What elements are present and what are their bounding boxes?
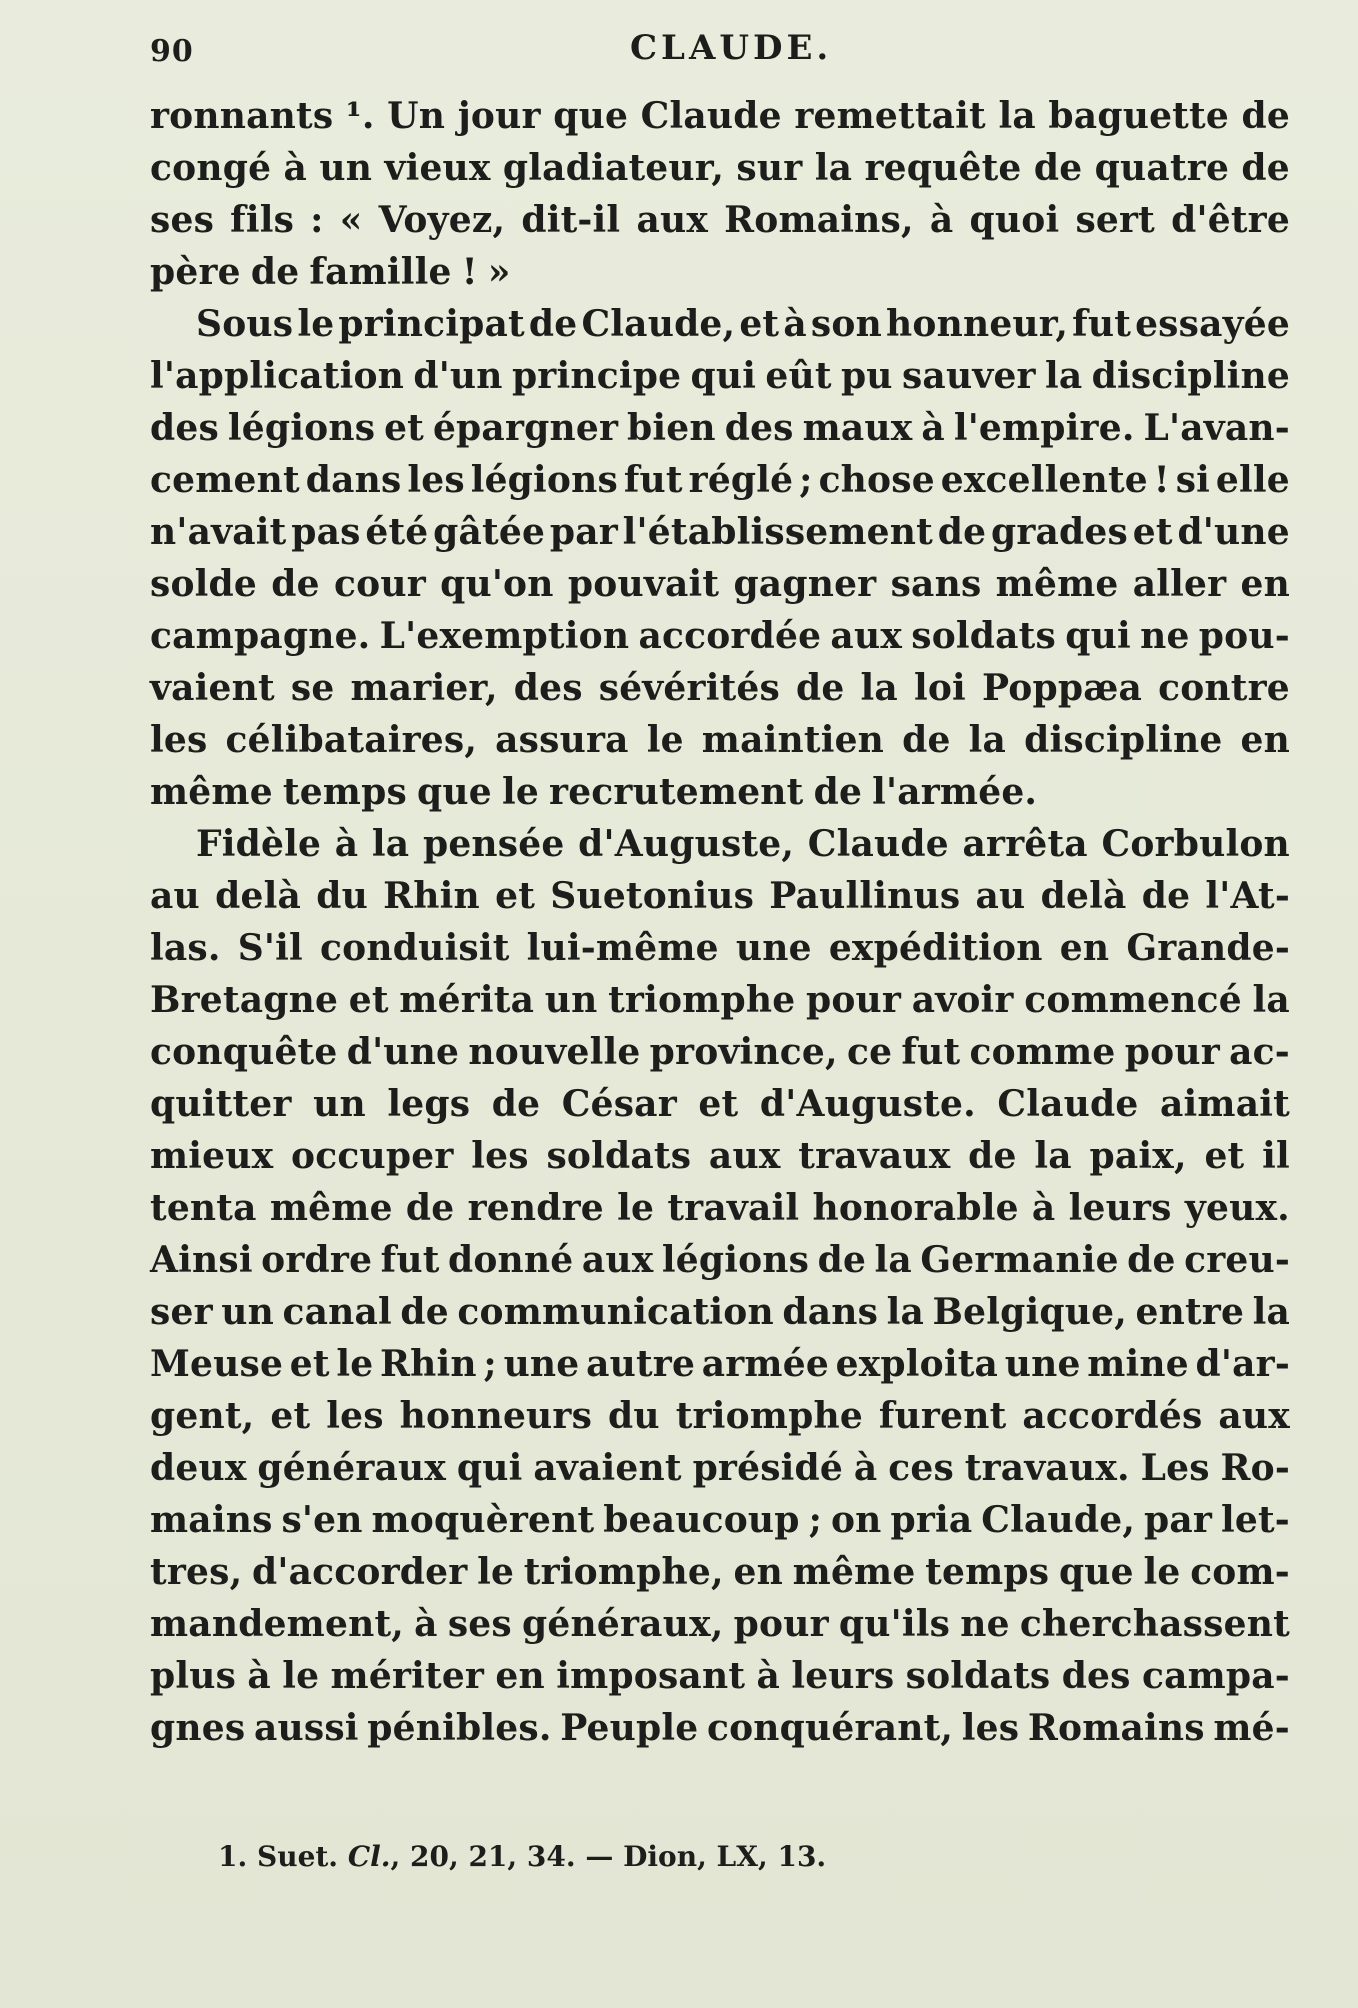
text-line: conquête d'une nouvelle province, ce fut comme pour ac-	[150, 1031, 1290, 1073]
text-line: tres, d'accorder le triomphe, en même temps que le com-	[150, 1551, 1290, 1593]
text-line: ser un canal de communication dans la Belgique, entre la	[150, 1291, 1290, 1333]
text-line: gent, et les honneurs du triomphe furent accordés aux	[150, 1395, 1290, 1437]
text-line: gnes aussi pénibles. Peuple conquérant, les Romains mé-	[150, 1707, 1290, 1749]
text-line: Sous le principat de Claude, et à son honneur, fut essayée	[196, 303, 1290, 345]
text-line: ses fils : « Voyez, dit-il aux Romains, à quoi sert d'être	[150, 199, 1290, 241]
page-header	[150, 28, 1290, 78]
text-line: deux généraux qui avaient présidé à ces travaux. Les Ro-	[150, 1447, 1290, 1489]
text-line: Ainsi ordre fut donné aux légions de la Germanie de creu-	[150, 1239, 1290, 1281]
footnote-refs: , 20, 21, 34. — Dion, LX, 13.	[390, 1840, 827, 1873]
text-line: vaient se marier, des sévérités de la loi Poppæa contre	[150, 667, 1290, 709]
text-line: ronnants ¹. Un jour que Claude remettait la baguette de	[150, 95, 1290, 137]
text-line: mains s'en moquèrent beaucoup ; on pria Claude, par let-	[150, 1499, 1290, 1541]
text-line: père de famille ! »	[150, 251, 511, 293]
text-line: des légions et épargner bien des maux à l'empire. L'avan-	[150, 407, 1290, 449]
text-line: au delà du Rhin et Suetonius Paullinus au delà de l'At-	[150, 875, 1290, 917]
text-line: mandement, à ses généraux, pour qu'ils ne cherchassent	[150, 1603, 1290, 1645]
text-line: congé à un vieux gladiateur, sur la requête de quatre de	[150, 147, 1290, 189]
footnote-number: 1.	[218, 1840, 248, 1873]
text-line: cement dans les légions fut réglé ; chose excellente ! si elle	[150, 459, 1290, 501]
text-line: les célibataires, assura le maintien de la discipline en	[150, 719, 1290, 761]
running-title: CLAUDE.	[630, 28, 833, 68]
text-line: campagne. L'exemption accordée aux soldats qui ne pou-	[150, 615, 1290, 657]
text-line: solde de cour qu'on pouvait gagner sans même aller en	[150, 563, 1290, 605]
text-line: Fidèle à la pensée d'Auguste, Claude arrêta Corbulon	[196, 823, 1290, 865]
footnote-work: Cl.	[347, 1840, 391, 1873]
text-line: Meuse et le Rhin ; une autre armée exploita une mine d'ar-	[150, 1343, 1290, 1385]
page-number: 90	[150, 34, 194, 69]
text-line: Bretagne et mérita un triomphe pour avoir commencé la	[150, 979, 1290, 1021]
footnote-author: Suet.	[256, 1840, 339, 1873]
text-line: quitter un legs de César et d'Auguste. Claude aimait	[150, 1083, 1290, 1125]
text-line: l'application d'un principe qui eût pu sauver la discipline	[150, 355, 1290, 397]
text-line: n'avait pas été gâtée par l'établissement de grades et d'une	[150, 511, 1290, 553]
text-line: mieux occuper les soldats aux travaux de la paix, et il	[150, 1135, 1290, 1177]
text-line: tenta même de rendre le travail honorable à leurs yeux.	[150, 1187, 1290, 1229]
footnote	[218, 1840, 826, 1873]
text-line: même temps que le recrutement de l'armée.	[150, 771, 1038, 813]
body-text	[150, 90, 1290, 1754]
text-line: las. S'il conduisit lui-même une expédition en Grande-	[150, 927, 1290, 969]
text-line: plus à le mériter en imposant à leurs soldats des campa-	[150, 1655, 1290, 1697]
